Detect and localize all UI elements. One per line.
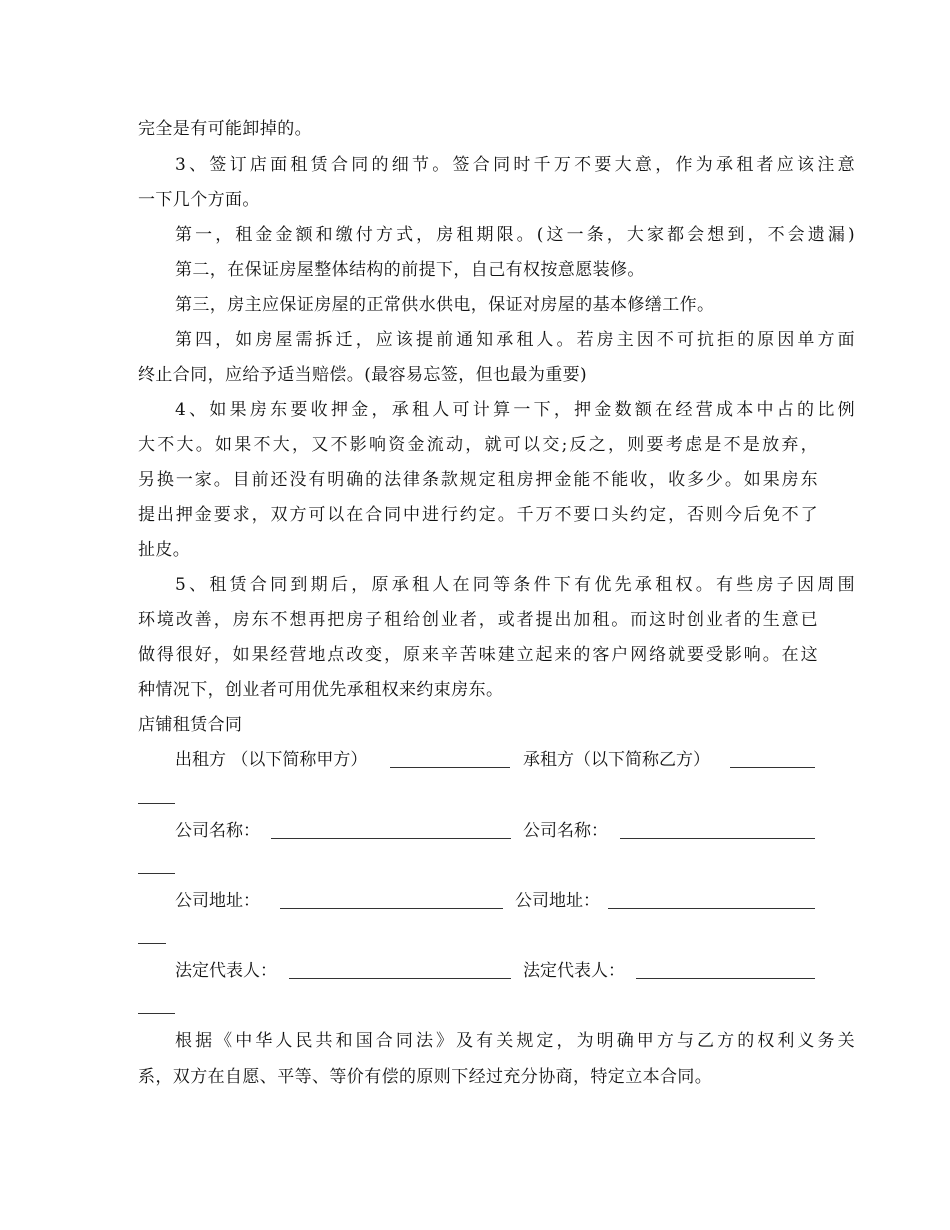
lessor-label: 出租方 （以下简称甲方） xyxy=(175,750,368,770)
paragraph-line: 第一，租金金额和缴付方式，房租期限。(这一条，大家都会想到，不会遗漏) xyxy=(175,225,855,245)
company-name-label-b: 公司名称： xyxy=(523,821,608,841)
blank-line-continuation xyxy=(138,943,166,944)
paragraph-line: 做得很好，如果经营地点改变，原来辛苦味建立起来的客户网络就要受影响。在这 xyxy=(138,645,818,665)
paragraph-line: 大不大。如果不大，又不影响资金流动，就可以交;反之，则要考虑是不是放弃， xyxy=(138,435,818,455)
lessee-blank-line xyxy=(730,767,815,768)
form-row-legal-rep xyxy=(175,960,815,984)
company-name-blank-b xyxy=(620,838,815,839)
lessor-blank-line xyxy=(390,767,510,768)
paragraph-line: 完全是有可能卸掉的。 xyxy=(138,119,312,139)
blank-line-continuation xyxy=(138,803,175,804)
paragraph-line: 环境改善，房东不想再把房子租给创业者，或者提出加租。而这时创业者的生意已 xyxy=(138,610,818,630)
paragraph-line: 种情况下，创业者可用优先承租权来约束房东。 xyxy=(138,680,504,700)
company-address-blank-b xyxy=(608,908,815,909)
legal-rep-blank-a xyxy=(289,978,511,979)
paragraph-line: 3、签订店面租赁合同的细节。签合同时千万不要大意，作为承租者应该注意 xyxy=(175,155,855,175)
legal-rep-label-a: 法定代表人： xyxy=(175,961,277,981)
company-address-blank-a xyxy=(280,908,503,909)
paragraph-line: 终止合同，应给予适当赔偿。(最容易忘签，但也最为重要) xyxy=(138,365,588,385)
company-name-label-a: 公司名称： xyxy=(175,821,260,841)
paragraph-line: 扯皮。 xyxy=(138,540,191,560)
legal-rep-label-b: 法定代表人： xyxy=(523,961,625,981)
paragraph-line: 第四，如房屋需拆迁，应该提前通知承租人。若房主因不可抗拒的原因单方面 xyxy=(175,330,855,350)
paragraph-line: 一下几个方面。 xyxy=(138,190,260,210)
paragraph-line: 另换一家。目前还没有明确的法律条款规定租房押金能不能收，收多少。如果房东 xyxy=(138,470,818,490)
closing-line: 根据《中华人民共和国合同法》及有关规定，为明确甲方与乙方的权利义务关 xyxy=(175,1031,855,1051)
lessee-label: 承租方（以下简称乙方） xyxy=(523,750,710,770)
paragraph-line: 第二，在保证房屋整体结构的前提下，自己有权按意愿装修。 xyxy=(175,260,645,280)
legal-rep-blank-b xyxy=(636,978,815,979)
blank-line-continuation xyxy=(138,873,175,874)
paragraph-line: 4、如果房东要收押金，承租人可计算一下，押金数额在经营成本中占的比例 xyxy=(175,400,855,420)
paragraph-line: 提出押金要求，双方可以在合同中进行约定。千万不要口头约定，否则今后免不了 xyxy=(138,505,818,525)
paragraph-line: 5、租赁合同到期后，原承租人在同等条件下有优先承租权。有些房子因周围 xyxy=(175,575,855,595)
contract-title: 店铺租赁合同 xyxy=(138,715,243,735)
company-name-blank-a xyxy=(271,838,511,839)
company-address-label-a: 公司地址： xyxy=(175,891,260,911)
blank-line-continuation xyxy=(138,1013,175,1014)
company-address-label-b: 公司地址： xyxy=(515,891,600,911)
form-row-company-address xyxy=(175,890,815,914)
form-row-parties xyxy=(175,749,815,773)
closing-line: 系，双方在自愿、平等、等价有偿的原则下经过充分协商，特定立本合同。 xyxy=(138,1067,713,1087)
form-row-company-name xyxy=(175,820,815,844)
paragraph-line: 第三，房主应保证房屋的正常供水供电，保证对房屋的基本修缮工作。 xyxy=(175,295,715,315)
